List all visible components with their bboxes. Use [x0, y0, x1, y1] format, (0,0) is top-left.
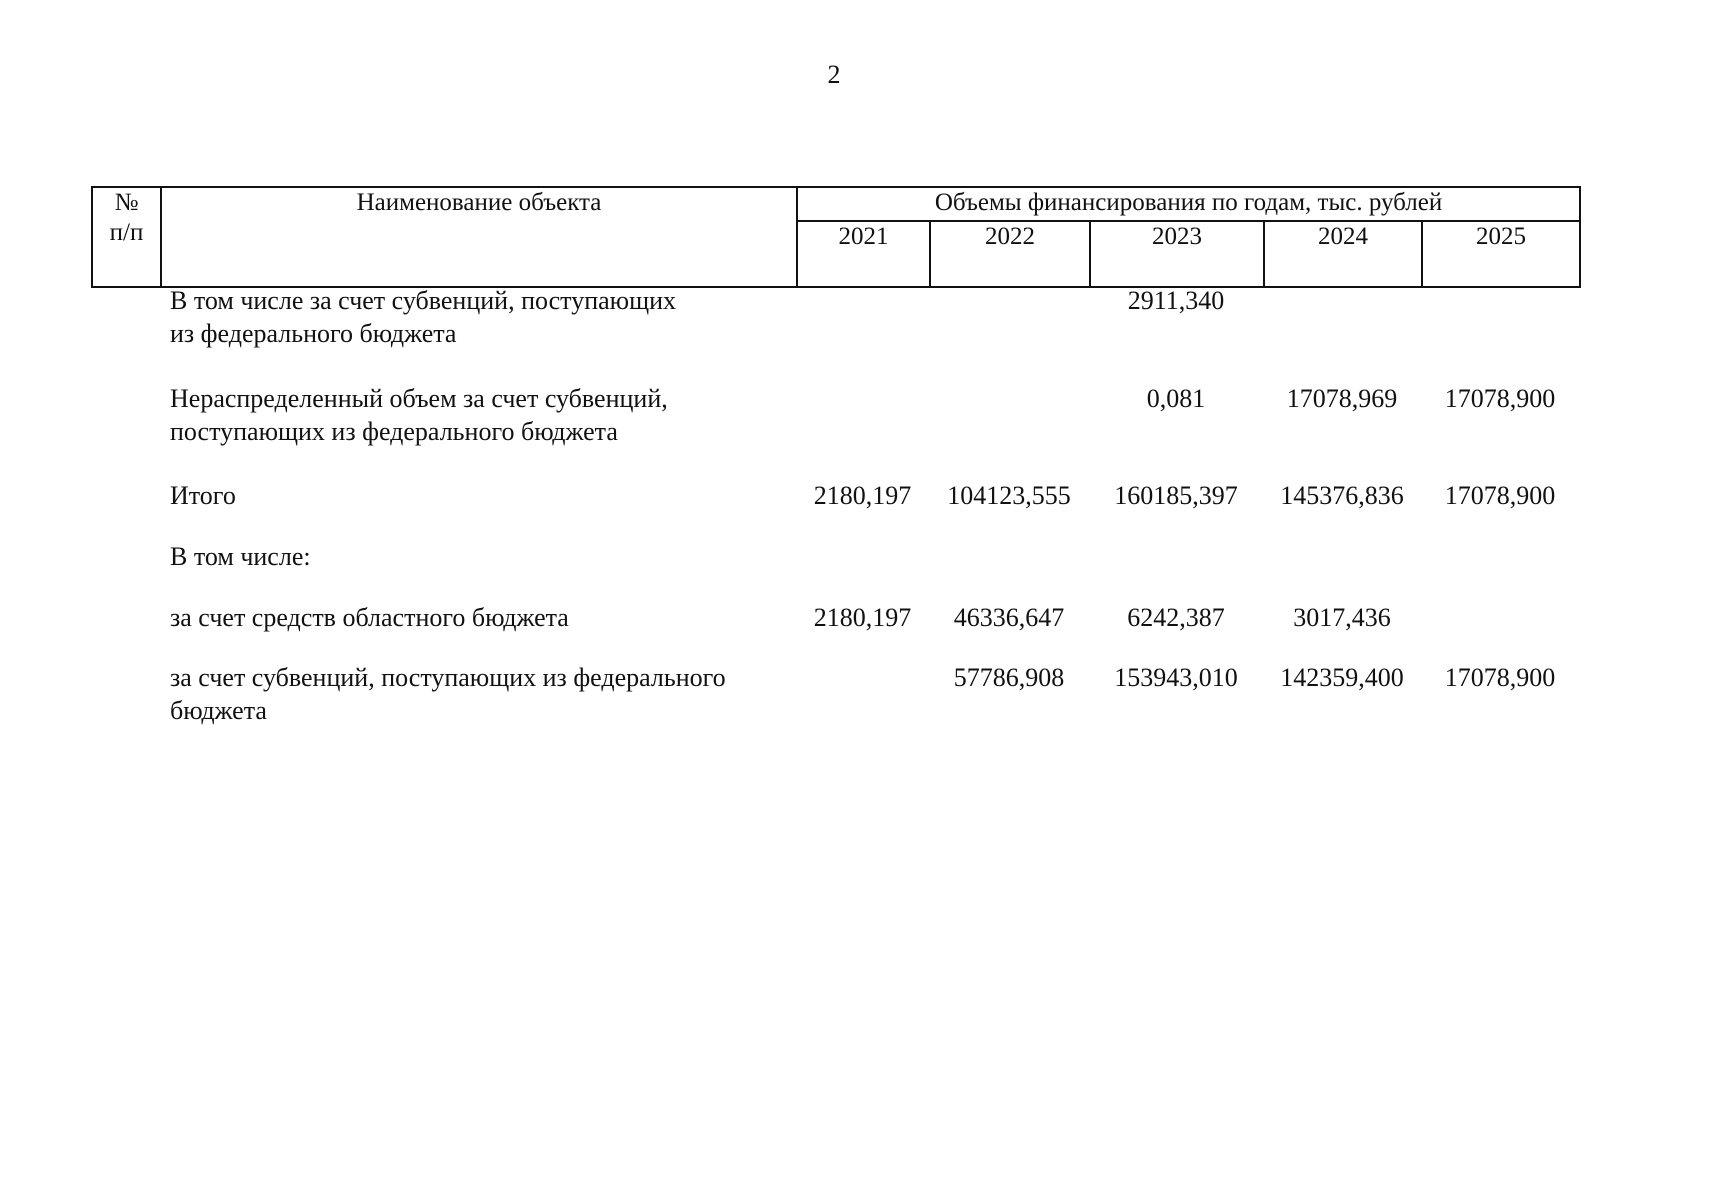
row-name-line: Нераспределенный объем за счет субвенций, [170, 384, 668, 413]
table-row [91, 284, 1579, 382]
value-2024: 3017,436 [1293, 603, 1391, 632]
value-2023: 153943,010 [1114, 663, 1238, 692]
row-name [91, 479, 796, 540]
row-name-line: поступающих из федерального бюджета [170, 417, 618, 446]
value-2025 [1421, 540, 1579, 601]
value-2021 [796, 284, 929, 382]
value-2021: 2180,197 [813, 481, 912, 510]
table-row [91, 382, 1579, 479]
funding-table-body [91, 284, 1579, 727]
row-name [91, 284, 796, 382]
funding-table-header [91, 186, 1581, 288]
header-year-2024: 2024 [1264, 221, 1422, 287]
row-name [91, 382, 796, 479]
header-number-column [92, 187, 161, 287]
row-name [91, 661, 796, 727]
header-year-2023: 2023 [1090, 221, 1264, 287]
value-2023: 2911,340 [1127, 286, 1225, 315]
value-2021 [796, 540, 929, 601]
value-2024: 145376,836 [1280, 481, 1404, 510]
value-2023: 0,081 [1146, 384, 1206, 413]
value-2024: 142359,400 [1280, 663, 1404, 692]
table-row [91, 661, 1579, 727]
table-row [91, 540, 1579, 601]
header-year-2025: 2025 [1422, 221, 1580, 287]
row-name-line: Итого [170, 481, 236, 510]
value-2021: 2180,197 [813, 603, 912, 632]
row-name-line: В том числе: [170, 542, 311, 571]
row-name-line: из федерального бюджета [170, 319, 457, 348]
value-2023: 6242,387 [1127, 603, 1225, 632]
value-2023 [1089, 540, 1263, 601]
value-2021 [796, 382, 929, 479]
value-2021 [796, 661, 929, 727]
value-2025 [1421, 601, 1579, 661]
row-name-line: В том числе за счет субвенций, поступающих [170, 286, 677, 315]
header-year-2021: 2021 [797, 221, 930, 287]
table-row [91, 479, 1579, 540]
value-2022: 57786,908 [953, 663, 1065, 692]
header-number-symbol: № [114, 189, 139, 216]
table-row [91, 601, 1579, 661]
header-number-abbr: п/п [109, 219, 144, 246]
value-2022 [929, 284, 1089, 382]
row-name-line: бюджета [170, 696, 267, 725]
value-2023: 160185,397 [1114, 481, 1238, 510]
value-2025: 17078,900 [1444, 481, 1556, 510]
row-name [91, 601, 796, 661]
value-2022 [929, 382, 1089, 479]
value-2022: 46336,647 [953, 603, 1065, 632]
value-2025: 17078,900 [1444, 384, 1556, 413]
value-2022: 104123,555 [947, 481, 1071, 510]
value-2025: 17078,900 [1444, 663, 1556, 692]
row-name-line: за счет средств областного бюджета [170, 603, 569, 632]
header-funding-group: Объемы финансирования по годам, тыс. рублей [797, 187, 1580, 221]
header-object-name: Наименование объекта [161, 187, 797, 287]
page-number: 2 [827, 60, 841, 89]
value-2024: 17078,969 [1286, 384, 1398, 413]
row-name [91, 540, 796, 601]
value-2024 [1263, 540, 1421, 601]
value-2022 [929, 540, 1089, 601]
row-name-line: за счет субвенций, поступающих из федерального [170, 663, 726, 692]
value-2024 [1263, 284, 1421, 382]
value-2025 [1421, 284, 1579, 382]
header-year-2022: 2022 [930, 221, 1090, 287]
